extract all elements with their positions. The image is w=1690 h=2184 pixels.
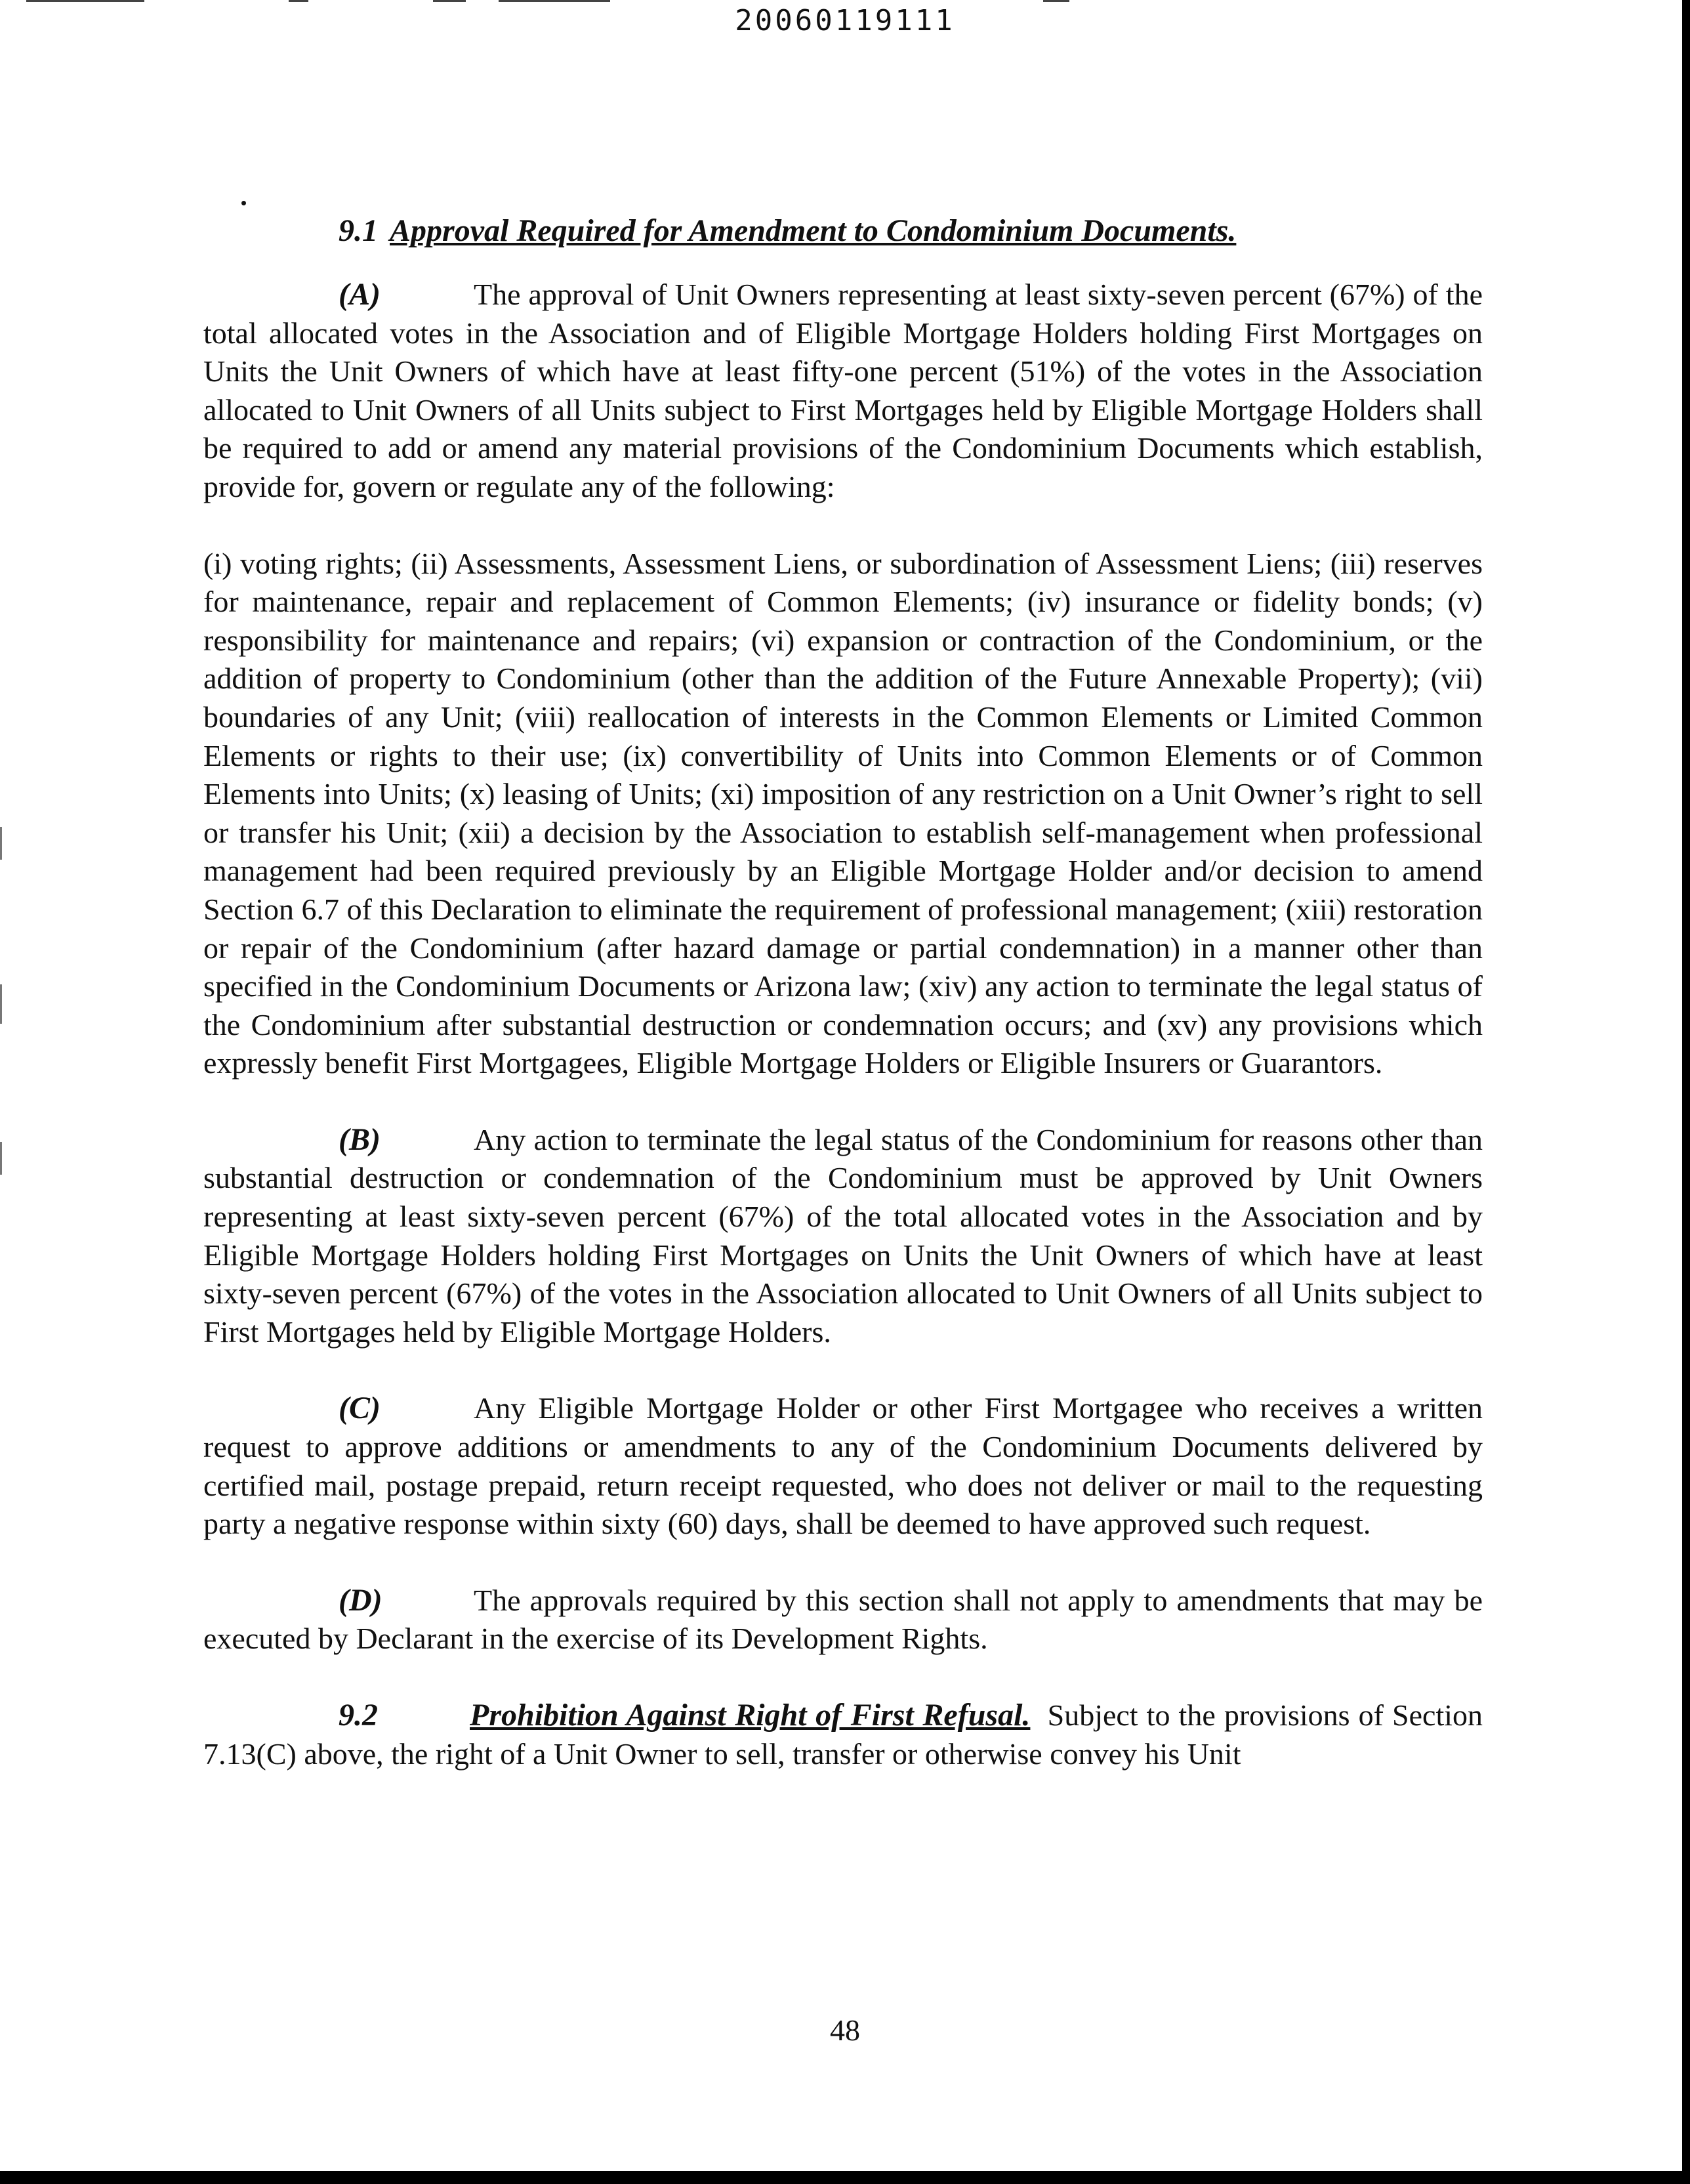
paragraph-b-text: Any action to terminate the legal status of the Condominium for reasons other than substantial destruction or condemnation of the Condominium must be approved by Unit Owners representing at least sixty-seven percent (67%) of the total allocated votes in the Association and by Eligible Mortgage Holders holding First Mortgages on Units the Unit Owners of which have at least sixty-seven percent (67%) of the votes in the Association allocated to Unit Owners of all Units subject to First Mortgages held by Eligible Mortgage Holders.: [203, 1122, 1483, 1349]
paragraph-b: [203, 1121, 1483, 1352]
paragraph-list-text: (i) voting rights; (ii) Assessments, Assessment Liens, or subordination of Assessment Liens; (iii) reserves for maintenance, repair and replacement of Common Elements; (iv) insurance or fidelity bonds; (v) responsibility for maintenance and repairs; (vi) expansion or contraction of the Condominium, or the addition of property to Condominium (other than the addition of the Future Annexable Property); (vii) boundaries of any Unit; (viii) reallocation of interests in the Common Elements or Limited Common Elements or rights to their use; (ix) convertibility of Units into Common Elements or of Common Elements into Units; (x) leasing of Units; (xi) imposition of any restriction on a Unit Owner’s right to sell or transfer his Unit; (xii) a decision by the Association to establish self-management when professional management had been required previously by an Eligible Mortgage Holder and/or decision to amend Section 6.7 of this Declaration to eliminate the requirement of professional management; (xiii) restoration or repair of the Condominium (after hazard damage or partial condemnation) in a manner other than specified in the Condominium Documents or Arizona law; (xiv) any action to terminate the legal status of the Condominium after substantial destruction or condemnation occurs; and (xv) any provisions which expressly benefit First Mortgagees, Eligible Mortgage Holders or Eligible Insurers or Guarantors.: [203, 546, 1483, 1080]
paragraph-list: [203, 545, 1483, 1083]
paragraph-b-label: (B): [339, 1122, 381, 1157]
paragraph-a-label: (A): [339, 277, 381, 312]
stray-mark: [241, 201, 246, 205]
paragraph-c-label: (C): [339, 1391, 381, 1426]
paragraph-d-text: The approvals required by this section shall not apply to amendments that may be executed by Declarant in the exercise of its Development Rights.: [203, 1583, 1483, 1656]
section-9-2-paragraph: [203, 1696, 1483, 1773]
section-9-1-heading: [339, 210, 1483, 252]
paragraph-a: [203, 276, 1483, 507]
section-9-1-title: Approval Required for Amendment to Condominium Documents.: [390, 213, 1237, 248]
section-9-2-text: Subject to the provisions of Section 7.13(C) above, the right of a Unit Owner to sell, transfer or otherwise convey his Unit: [203, 1698, 1483, 1771]
section-9-1-number: 9.1: [339, 213, 378, 248]
paragraph-c: [203, 1389, 1483, 1543]
paragraph-a-text: The approval of Unit Owners representing at least sixty-seven percent (67%) of the total allocated votes in the Association and of Eligible Mortgage Holders holding First Mortgages on Units the Unit Owners of which have at least fifty-one percent (51%) of the votes in the Association allocated to Unit Owners of all Units subject to First Mortgages held by Eligible Mortgage Holders shall be required to add or amend any material provisions of the Condominium Documents which establish, provide for, govern or regulate any of the following:: [203, 278, 1483, 503]
scan-border-bottom: [0, 2171, 1690, 2184]
section-9-2-title: Prohibition Against Right of First Refusal.: [470, 1698, 1031, 1732]
section-9-2-number: 9.2: [339, 1698, 378, 1732]
document-body: [203, 210, 1483, 1773]
paragraph-c-text: Any Eligible Mortgage Holder or other First Mortgagee who receives a written request to approve additions or amendments to any of the Condominium Documents delivered by certified mail, postage prepaid, return receipt requested, who does not deliver or mail to the requesting party a negative response within sixty (60) days, shall be deemed to have approved such request.: [203, 1391, 1483, 1541]
scan-border-right: [1682, 0, 1690, 2184]
paragraph-d: [203, 1582, 1483, 1658]
page-number: 48: [830, 2013, 860, 2047]
document-number: 20060119111: [735, 4, 955, 37]
paragraph-d-label: (D): [339, 1582, 382, 1618]
